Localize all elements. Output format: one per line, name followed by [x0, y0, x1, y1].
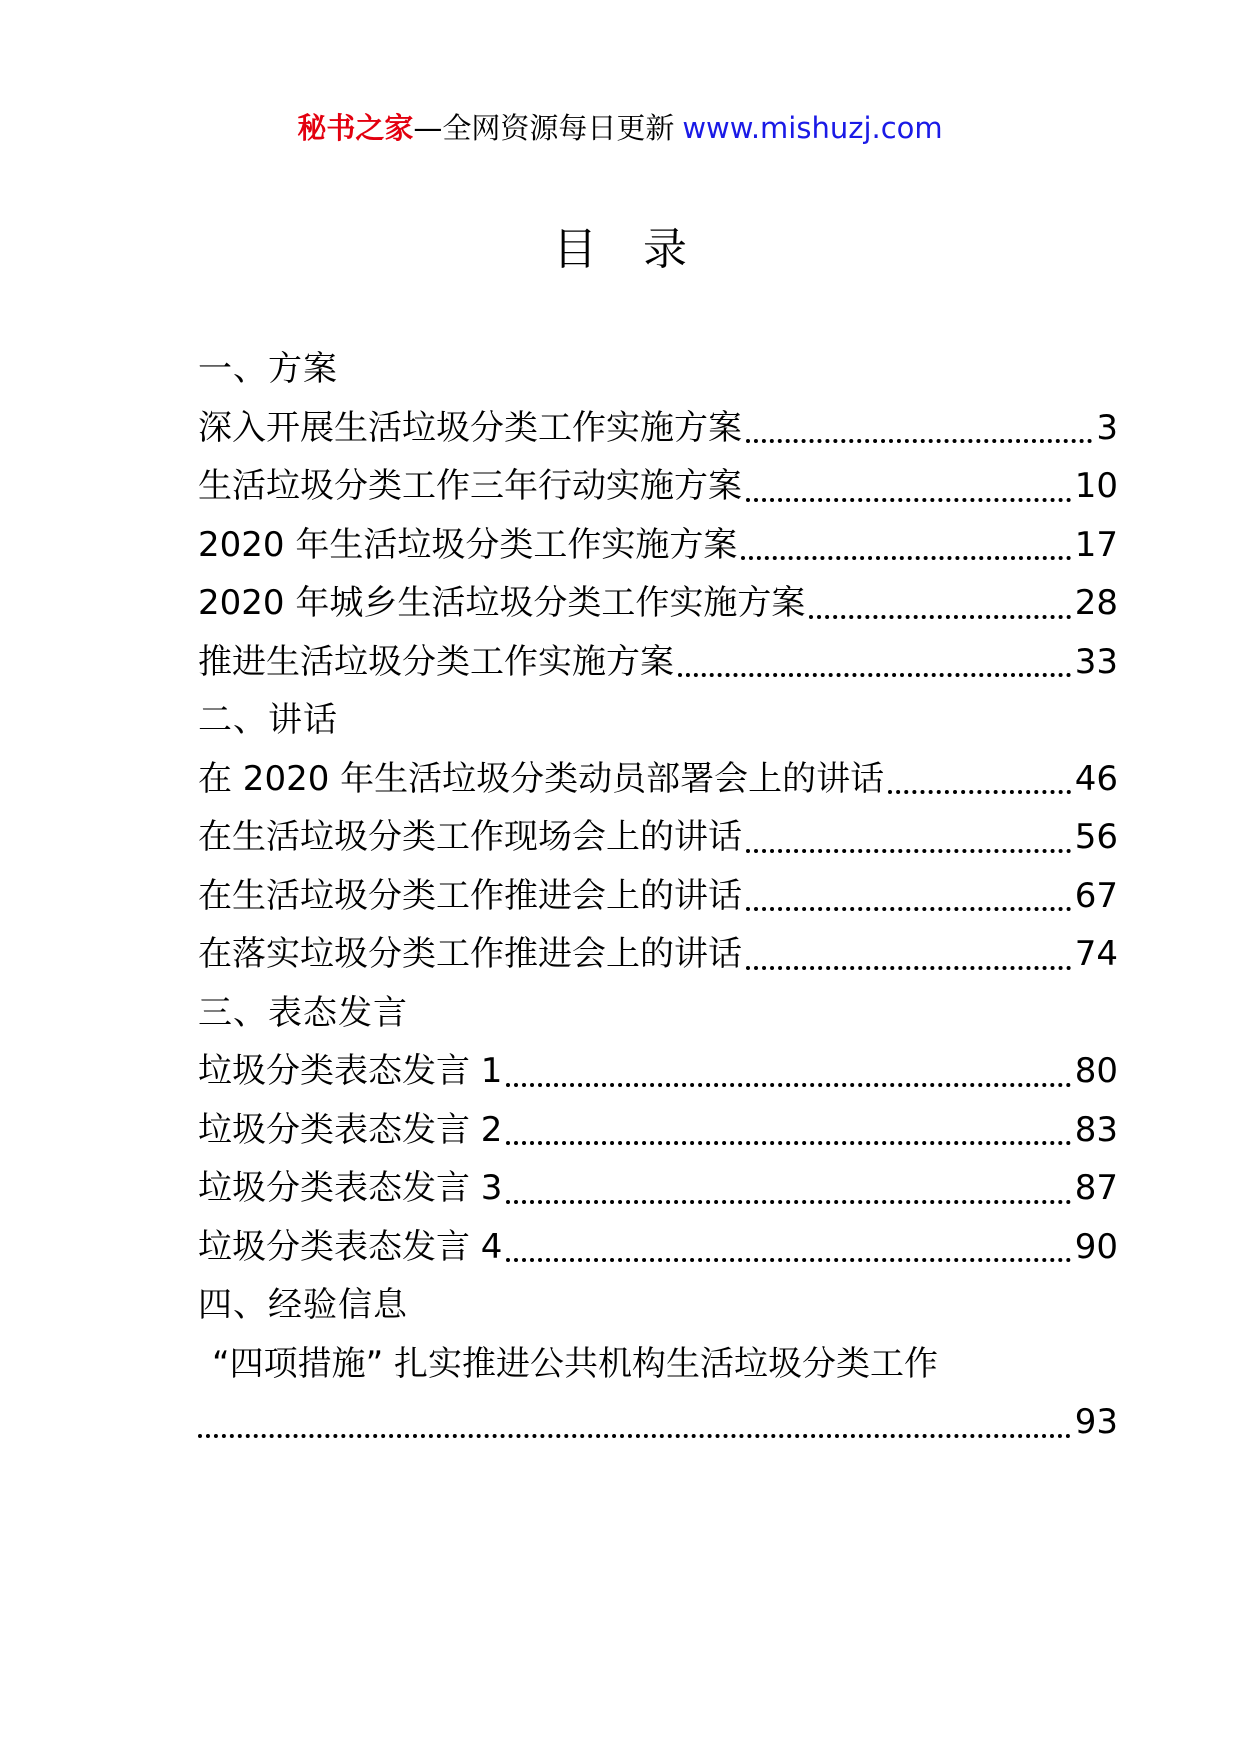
dot-leader	[809, 615, 1070, 619]
toc-section-heading	[198, 691, 1118, 750]
dot-leader	[746, 439, 1092, 443]
site-header	[0, 108, 1240, 148]
page-number: 56	[1074, 817, 1118, 858]
entry-title: 垃圾分类表态发言 2	[198, 1109, 503, 1150]
toc-entry[interactable]	[198, 1218, 1118, 1277]
dot-leader	[506, 1083, 1070, 1087]
toc-section-heading	[198, 984, 1118, 1043]
page-number: 3	[1096, 407, 1118, 448]
entry-title: 深入开展生活垃圾分类工作实施方案	[198, 407, 742, 448]
entry-title: 在落实垃圾分类工作推进会上的讲话	[198, 934, 742, 975]
entry-title: 垃圾分类表态发言 3	[198, 1168, 503, 1209]
entry-title: 在 2020 年生活垃圾分类动员部署会上的讲话	[198, 758, 885, 799]
toc-section-heading	[198, 340, 1118, 399]
header-tagline: —全网资源每日更新	[413, 111, 675, 145]
toc-entry[interactable]	[198, 574, 1118, 633]
dot-leader	[741, 556, 1070, 560]
entry-title: 推进生活垃圾分类工作实施方案	[198, 641, 674, 682]
section-title: 一、方案	[198, 349, 338, 390]
entry-title: 垃圾分类表态发言 4	[198, 1226, 503, 1267]
toc-entry[interactable]	[198, 1159, 1118, 1218]
toc-entry[interactable]	[198, 867, 1118, 926]
toc-entry[interactable]	[198, 808, 1118, 867]
dot-leader	[746, 966, 1071, 970]
entry-title: 垃圾分类表态发言 1	[198, 1051, 503, 1092]
page-number: 28	[1074, 583, 1118, 624]
toc-entry[interactable]	[198, 1101, 1118, 1160]
section-title: 二、讲话	[198, 700, 338, 741]
toc-entry[interactable]	[198, 457, 1118, 516]
entry-title: 2020 年生活垃圾分类工作实施方案	[198, 524, 738, 565]
page-number: 83	[1074, 1109, 1118, 1150]
entry-title: 在生活垃圾分类工作现场会上的讲话	[198, 817, 742, 858]
table-of-contents	[198, 340, 1118, 1452]
page-number: 80	[1074, 1051, 1118, 1092]
entry-title: 在生活垃圾分类工作推进会上的讲话	[198, 875, 742, 916]
toc-entry[interactable]	[198, 633, 1118, 692]
brand-name: 秘书之家	[297, 111, 414, 145]
toc-entry[interactable]	[198, 399, 1118, 458]
toc-entry[interactable]	[198, 925, 1118, 984]
page-number: 93	[1074, 1402, 1118, 1443]
dot-leader	[746, 498, 1071, 502]
page-number: 87	[1074, 1168, 1118, 1209]
entry-title: “四项措施” 扎实推进公共机构生活垃圾分类工作	[212, 1343, 939, 1384]
toc-section-heading	[198, 1276, 1118, 1335]
page-number: 46	[1074, 758, 1118, 799]
section-title: 四、经验信息	[198, 1285, 408, 1326]
dot-leader	[506, 1200, 1070, 1204]
dot-leader	[506, 1141, 1070, 1145]
page-number: 17	[1074, 524, 1118, 565]
page-number: 10	[1074, 466, 1118, 507]
entry-title: 生活垃圾分类工作三年行动实施方案	[198, 466, 742, 507]
entry-title: 2020 年城乡生活垃圾分类工作实施方案	[198, 583, 806, 624]
site-url-link[interactable]: www.mishuzj.com	[682, 111, 943, 145]
page-number: 67	[1074, 875, 1118, 916]
toc-entry[interactable]	[198, 516, 1118, 575]
toc-entry-leader-line[interactable]	[198, 1393, 1118, 1452]
dot-leader	[506, 1258, 1070, 1262]
dot-leader	[746, 849, 1071, 853]
page-number: 33	[1074, 641, 1118, 682]
toc-entry[interactable]	[198, 750, 1118, 809]
dot-leader	[198, 1434, 1071, 1438]
toc-entry-wrapped-title[interactable]	[198, 1335, 1118, 1394]
dot-leader	[678, 673, 1071, 677]
page-title: 目录	[553, 224, 733, 275]
page-number: 90	[1074, 1226, 1118, 1267]
dot-leader	[888, 790, 1071, 794]
section-title: 三、表态发言	[198, 992, 408, 1033]
dot-leader	[746, 907, 1071, 911]
page-number: 74	[1074, 934, 1118, 975]
toc-entry[interactable]	[198, 1042, 1118, 1101]
